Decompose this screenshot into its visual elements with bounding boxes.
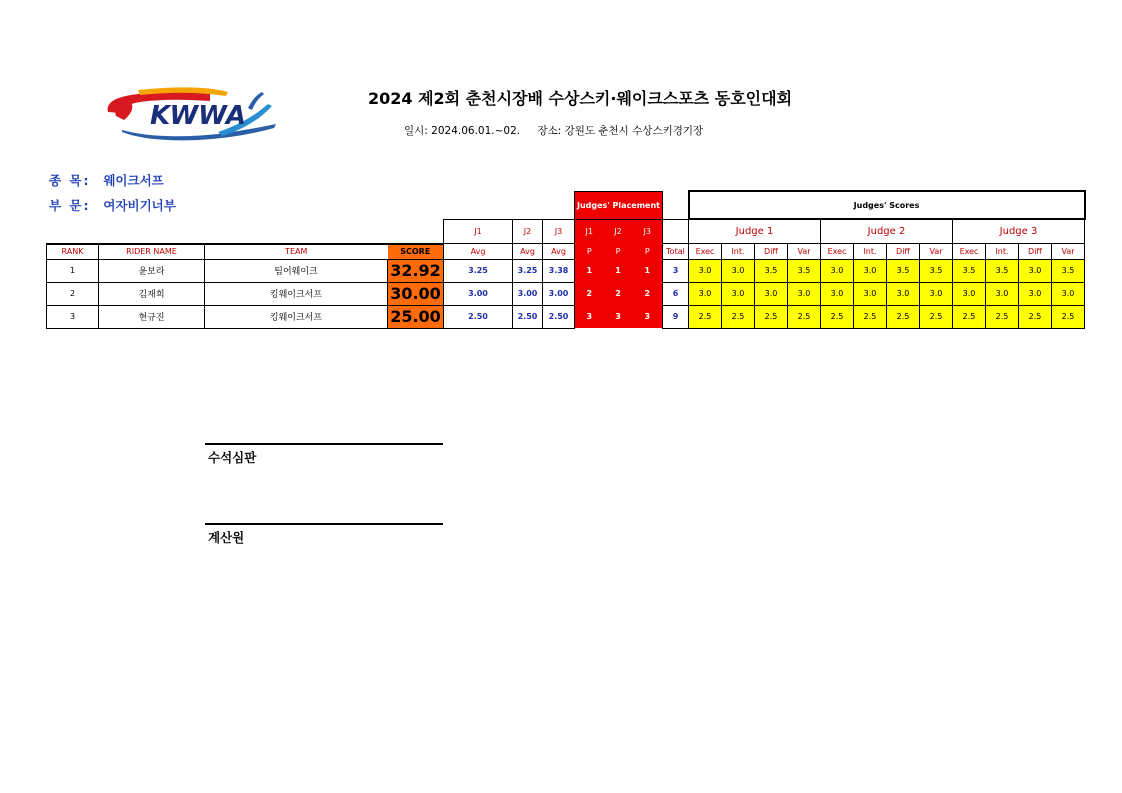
- page-title: 2024 제2회 춘천시장배 수상스키·웨이크스포츠 동호인대회: [367, 89, 793, 108]
- calculator-label: 계산원: [208, 530, 245, 545]
- j2-avg-head: J2: [513, 219, 543, 244]
- j2-exec-head: Exec: [821, 244, 854, 260]
- j1-diff-cell: 3.0: [755, 282, 788, 305]
- j2-var-cell: 2.5: [920, 305, 953, 328]
- j2-place-cell: 1: [604, 259, 633, 282]
- j3-int-head: Int.: [986, 244, 1019, 260]
- j2-place-head: J2: [604, 219, 633, 244]
- j1-int-cell: 3.0: [722, 259, 755, 282]
- total-cell: 6: [663, 282, 689, 305]
- j1-exec-cell: 3.0: [689, 259, 722, 282]
- score-cell: 30.00: [388, 282, 444, 305]
- event-date: 일시: 2024.06.01.~02.: [404, 125, 521, 137]
- j1-avg-cell: 3.25: [444, 259, 513, 282]
- scores-title: Judges' Scores: [689, 191, 1085, 219]
- division-value: 여자비기너부: [103, 198, 176, 213]
- j3-avg-cell: 2.50: [543, 305, 575, 328]
- total-head: Total: [663, 244, 689, 260]
- rank-head: RANK: [47, 244, 99, 260]
- j2-diff-cell: 3.5: [887, 259, 920, 282]
- j3-int-cell: 2.5: [986, 305, 1019, 328]
- division-label: 부 문:: [49, 198, 91, 213]
- judge-3-head: Judge 3: [953, 219, 1085, 244]
- table-row: [47, 282, 1085, 305]
- score-head: SCORE: [388, 244, 444, 260]
- judge-1-head: Judge 1: [689, 219, 821, 244]
- chief-judge-label: 수석심판: [208, 450, 257, 465]
- j3-diff-head: Diff: [1019, 244, 1052, 260]
- total-cell: 9: [663, 305, 689, 328]
- p-head-3: P: [633, 244, 663, 260]
- rank-cell: 2: [47, 282, 99, 305]
- j1-int-cell: 2.5: [722, 305, 755, 328]
- j3-int-cell: 3.5: [986, 259, 1019, 282]
- table-row: [47, 305, 1085, 328]
- svg-text:KWWA: KWWA: [150, 101, 247, 131]
- j2-int-cell: 2.5: [854, 305, 887, 328]
- avg-head-2: Avg: [513, 244, 543, 260]
- j3-exec-cell: 3.0: [953, 282, 986, 305]
- j3-diff-cell: 3.0: [1019, 282, 1052, 305]
- results-table: [46, 190, 1086, 329]
- team-cell: 킹웨이크서프: [205, 282, 388, 305]
- j2-int-head: Int.: [854, 244, 887, 260]
- j1-place-cell: 3: [575, 305, 604, 328]
- j3-place-cell: 3: [633, 305, 663, 328]
- avg-head-3: Avg: [543, 244, 575, 260]
- j1-int-head: Int.: [722, 244, 755, 260]
- j2-diff-cell: 3.0: [887, 282, 920, 305]
- j3-var-cell: 3.0: [1052, 282, 1085, 305]
- j2-var-head: Var: [920, 244, 953, 260]
- j3-var-cell: 2.5: [1052, 305, 1085, 328]
- j2-var-cell: 3.5: [920, 259, 953, 282]
- total-cell: 3: [663, 259, 689, 282]
- j1-diff-cell: 3.5: [755, 259, 788, 282]
- j1-place-cell: 1: [575, 259, 604, 282]
- j3-avg-head: J3: [543, 219, 575, 244]
- header-row-3: [47, 244, 1085, 260]
- team-cell: 킹웨이크서프: [205, 305, 388, 328]
- j3-avg-cell: 3.00: [543, 282, 575, 305]
- rider-name-cell: 윤보라: [99, 259, 205, 282]
- j1-avg-cell: 3.00: [444, 282, 513, 305]
- header-row-2: [47, 219, 1085, 244]
- event-type-label: 종 목:: [49, 173, 91, 188]
- rank-cell: 1: [47, 259, 99, 282]
- j2-place-cell: 2: [604, 282, 633, 305]
- j1-exec-cell: 2.5: [689, 305, 722, 328]
- j1-place-cell: 2: [575, 282, 604, 305]
- j3-exec-cell: 2.5: [953, 305, 986, 328]
- header-row-1: [47, 191, 1085, 219]
- chief-judge-signature-line: [205, 443, 443, 445]
- event-type: [49, 171, 164, 189]
- j3-diff-cell: 3.0: [1019, 259, 1052, 282]
- j2-var-cell: 3.0: [920, 282, 953, 305]
- j2-avg-cell: 3.00: [513, 282, 543, 305]
- j1-diff-cell: 2.5: [755, 305, 788, 328]
- score-cell: 32.92: [388, 259, 444, 282]
- j2-exec-cell: 3.0: [821, 282, 854, 305]
- event-venue: 장소: 강원도 춘천시 수상스키경기장: [537, 125, 704, 137]
- j1-place-head: J1: [575, 219, 604, 244]
- j2-diff-cell: 2.5: [887, 305, 920, 328]
- j1-var-cell: 3.5: [788, 259, 821, 282]
- avg-head-1: Avg: [444, 244, 513, 260]
- j1-avg-head: J1: [444, 219, 513, 244]
- j3-int-cell: 3.0: [986, 282, 1019, 305]
- j3-exec-head: Exec: [953, 244, 986, 260]
- rank-cell: 3: [47, 305, 99, 328]
- j2-diff-head: Diff: [887, 244, 920, 260]
- calculator-signature-line: [205, 523, 443, 525]
- j1-var-cell: 3.0: [788, 282, 821, 305]
- event-type-value: 웨이크서프: [103, 173, 164, 188]
- j3-place-head: J3: [633, 219, 663, 244]
- j3-exec-cell: 3.5: [953, 259, 986, 282]
- j1-exec-head: Exec: [689, 244, 722, 260]
- score-cell: 25.00: [388, 305, 444, 328]
- j3-var-head: Var: [1052, 244, 1085, 260]
- j3-diff-cell: 2.5: [1019, 305, 1052, 328]
- j2-place-cell: 3: [604, 305, 633, 328]
- j2-int-cell: 3.0: [854, 282, 887, 305]
- j1-int-cell: 3.0: [722, 282, 755, 305]
- team-cell: 팀어웨이크: [205, 259, 388, 282]
- j3-place-cell: 1: [633, 259, 663, 282]
- j3-avg-cell: 3.38: [543, 259, 575, 282]
- placement-title: Judges' Placement: [575, 191, 663, 219]
- j1-var-cell: 2.5: [788, 305, 821, 328]
- event-info: [404, 123, 717, 138]
- j1-avg-cell: 2.50: [444, 305, 513, 328]
- p-head-1: P: [575, 244, 604, 260]
- rider-name-cell: 현규진: [99, 305, 205, 328]
- j2-int-cell: 3.0: [854, 259, 887, 282]
- table-row: [47, 259, 1085, 282]
- j2-exec-cell: 3.0: [821, 259, 854, 282]
- team-head: TEAM: [205, 244, 388, 260]
- j2-avg-cell: 2.50: [513, 305, 543, 328]
- j3-place-cell: 2: [633, 282, 663, 305]
- j3-var-cell: 3.5: [1052, 259, 1085, 282]
- j1-exec-cell: 3.0: [689, 282, 722, 305]
- p-head-2: P: [604, 244, 633, 260]
- j2-exec-cell: 2.5: [821, 305, 854, 328]
- judge-2-head: Judge 2: [821, 219, 953, 244]
- rider-name-cell: 김재희: [99, 282, 205, 305]
- j1-diff-head: Diff: [755, 244, 788, 260]
- j2-avg-cell: 3.25: [513, 259, 543, 282]
- j1-var-head: Var: [788, 244, 821, 260]
- rider-head: RIDER NAME: [99, 244, 205, 260]
